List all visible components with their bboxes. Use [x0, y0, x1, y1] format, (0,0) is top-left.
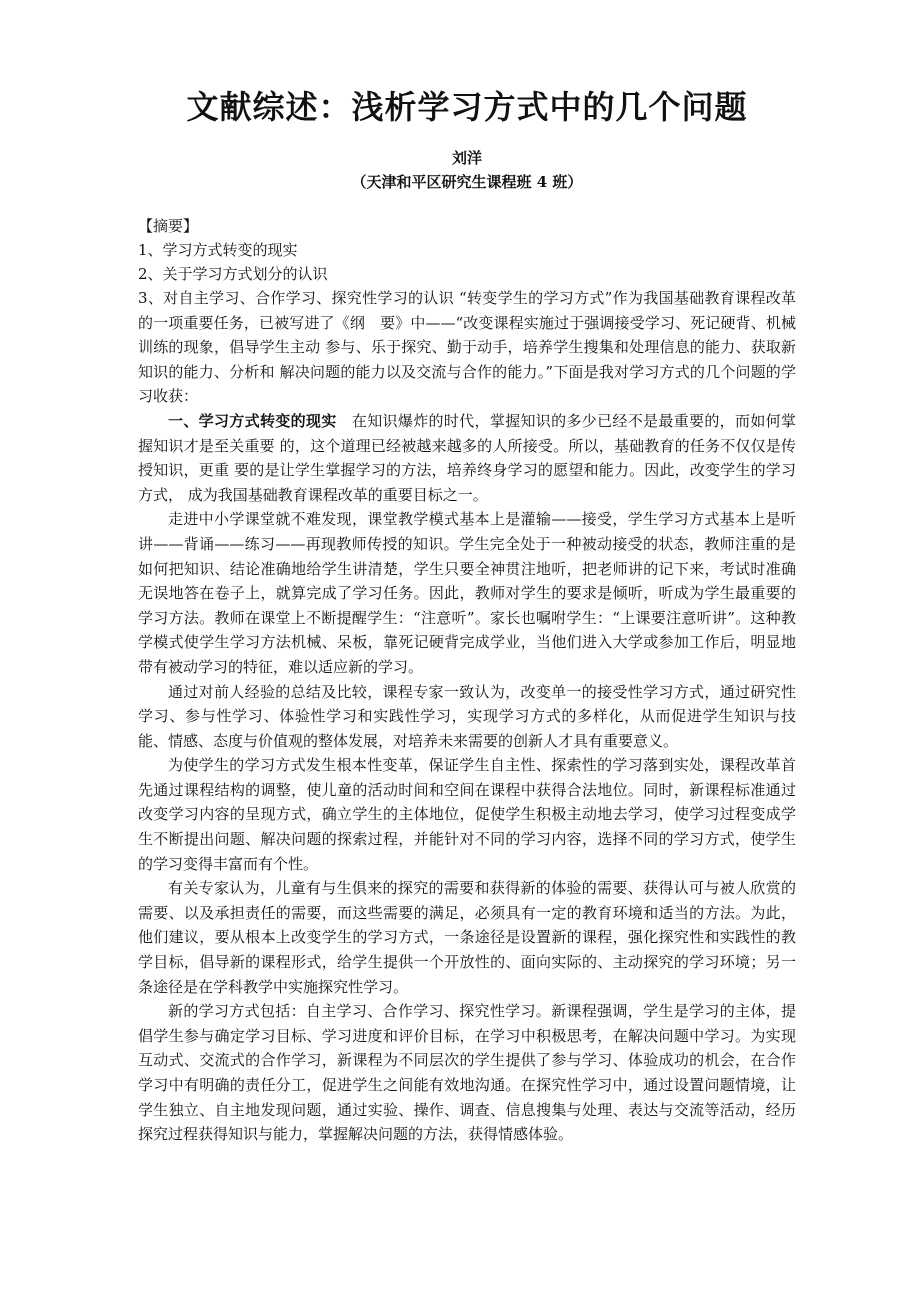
section-1-paragraph	[138, 409, 796, 507]
abstract-item-3: 3、对自主学习、合作学习、探究性学习的认识 “转变学生的学习方式”作为我国基础教育课程改革的一项重要任务，已被写进了《纲 要》中——“改变课程实施过于强调接受学习、死记硬背、机械训练的现象，倡导学生主动 参与、乐于探究、勤于动手，培养学生搜集和处理信息的能力、获取新知识的能力、分析和 解决问题的能力以及交流与合作的能力。”下面是我对学习方式的几个问题的学习收获：	[138, 289, 796, 406]
document-title: 文献综述：浅析学习方式中的几个问题	[186, 88, 748, 126]
section-heading: 一、学习方式转变的现实	[168, 411, 337, 430]
body-paragraph: 新的学习方式包括：自主学习、合作学习、探究性学习。新课程强调，学生是学习的主体，提倡学生参与确定学习目标、学习进度和评价目标，在学习中积极思考，在解决问题中学习。为实现互动式、交流式的合作学习，新课程为不同层次的学生提供了参与学习、体验成功的机会，在合作学习中有明确的责任分工，促进学生之间能有效地沟通。在探究性学习中，通过设置问题情境，让学生独立、自主地发现问题，通过实验、操作、调查、信息搜集与处理、表达与交流等活动，经历探究过程获得知识与能力，掌握解决问题的方法，获得情感体验。	[138, 1002, 796, 1144]
body-paragraph: 走进中小学课堂就不难发现，课堂教学模式基本上是灌输——接受，学生学习方式基本上是听讲——背诵——练习——再现教师传授的知识。学生完全处于一种被动接受的状态，教师注重的是如何把知识、结论准确地给学生讲清楚，学生只要全神贯注地听，把老师讲的记下来，考试时准确无误地答在卷子上，就算完成了学习任务。因此，教师对学生的要求是倾听，听成为学生最重要的学习方法。教师在课堂上不断提醒学生：“注意听”。家长也嘱咐学生：“上课要注意听讲”。这种教学模式使学生学习方法机械、呆板，靠死记硬背完成学业，当他们进入大学或参加工作后，明显地带有被动学习的特征，难以适应新的学习。	[138, 510, 796, 676]
document-page	[138, 84, 796, 1147]
abstract-label: 【摘要】	[138, 217, 199, 235]
body-paragraph: 通过对前人经验的总结及比较，课程专家一致认为，改变单一的接受性学习方式，通过研究性学习、参与性学习、体验性学习和实践性学习，实现学习方式的多样化，从而促进学生知识与技能、情感、态度与价值观的整体发展，对培养未来需要的创新人才具有重要意义。	[138, 682, 796, 750]
document-body	[138, 286, 796, 1147]
abstract-item: 1、学习方式转变的现实	[138, 241, 298, 259]
author-affiliation: （天津和平区研究生课程班 4 班）	[351, 173, 583, 191]
body-paragraph: 为使学生的学习方式发生根本性变革，保证学生自主性、探索性的学习落到实处，课程改革首先通过课程结构的调整，使儿童的活动时间和空间在课程中获得合法地位。同时，新课程标准通过改变学习内容的呈现方式，确立学生的主体地位，促使学生积极主动地去学习，使学习过程变成学生不断提出问题、解决问题的探索过程，并能针对不同的学习内容，选择不同的学习方式，使学生的学习变得丰富而有个性。	[138, 756, 796, 873]
abstract-section	[138, 214, 796, 286]
abstract-item: 2、关于学习方式划分的认识	[138, 265, 328, 283]
body-paragraph: 有关专家认为，儿童有与生俱来的探究的需要和获得新的体验的需要、获得认可与被人欣赏的需要、以及承担责任的需要，而这些需要的满足，必须具有一定的教育环境和适当的方法。为此，他们建议，要从根本上改变学生的学习方式，一条途径是设置新的课程，强化探究性和实践性的教学目标，倡导新的课程形式，给学生提供一个开放性的、面向实际的、主动探究的学习环境；另一条途径是在学科教学中实施探究性学习。	[138, 879, 796, 996]
paragraph-text: 在知识爆炸的时代，掌握知识的多少已经不是最重要的，而如何掌握知识才是至关重要 的，这个道理已经被越来越多的人所接受。所以，基础教育的任务不仅仅是传授知识，更重 要的是让学生掌握学习的方法，培养终身学习的愿望和能力。因此，改变学生的学习方式， 成为我国基础教育课程改革的重要目标之一。	[138, 411, 796, 504]
author-name: 刘洋	[451, 149, 482, 167]
